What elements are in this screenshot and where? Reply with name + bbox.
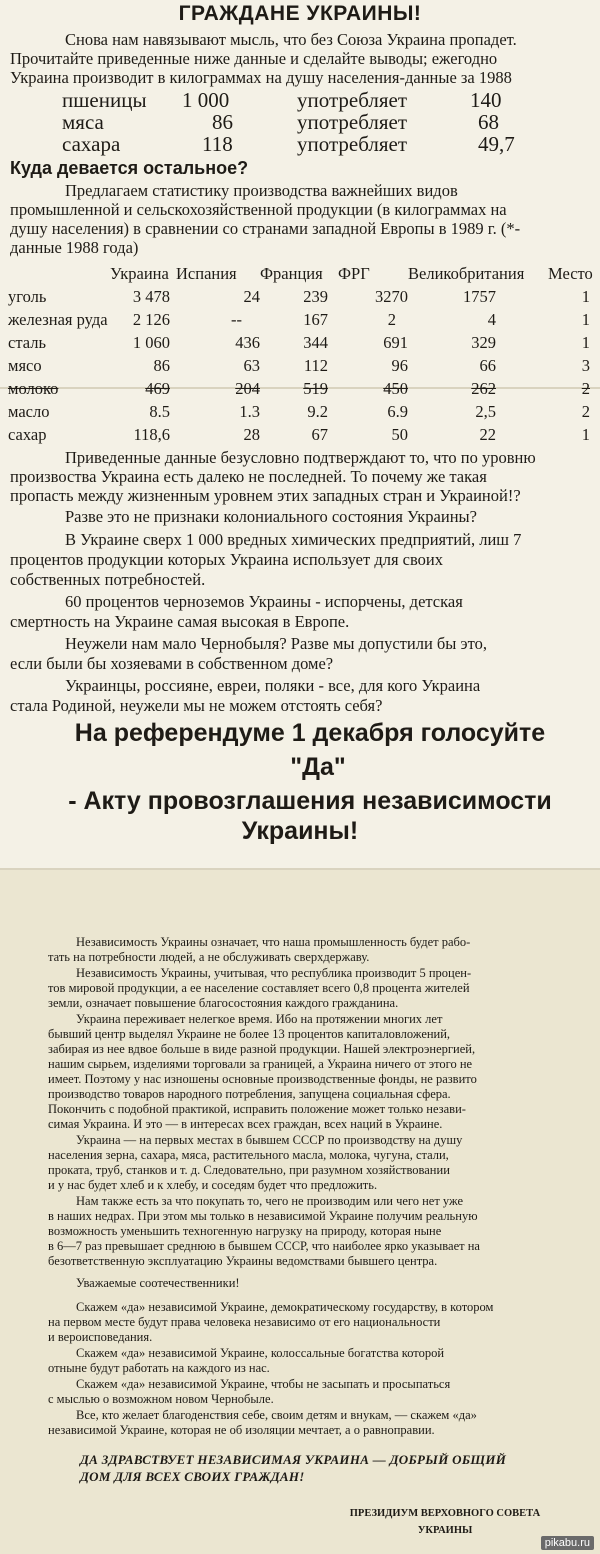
table-cell: 436 (235, 332, 260, 352)
leaflet-line: в 6—7 раз превышает среднюю в бывшем СССР, что наиболее ярко указывает на (48, 1239, 480, 1253)
table-row (8, 423, 596, 446)
leaflet-line: Покончить с подобной практикой, исправить положение может только незави- (48, 1102, 466, 1116)
leaflet-line: и вероисповедания. (48, 1330, 153, 1344)
leaflet-line: независимой Украине, которая не об изоляции мечтает, а о равноправии. (48, 1423, 435, 1437)
body-line: пропасть между жизненным уровнем этих западных стран и Украиной!? (10, 486, 521, 505)
intro-line: Украина производит в килограммах на душу населения-данные за 1988 (10, 68, 512, 87)
paper-fold-line (0, 868, 600, 870)
body-line: Разве это не признаки колониального состояния Украины? (65, 507, 477, 526)
leaflet-line: Скажем «да» независимой Украине, чтобы не засыпать и просыпаться (76, 1377, 451, 1391)
table-cell: 239 (303, 286, 328, 306)
table-header: ФРГ (338, 263, 370, 283)
table-cell: 262 (471, 378, 496, 398)
table-row (8, 377, 596, 400)
table-cell: 167 (303, 309, 328, 329)
body-line: В Украине сверх 1 000 вредных химических предприятий, лиш 7 (65, 530, 522, 549)
table-row (8, 331, 596, 354)
statistics-table (8, 262, 596, 446)
table-cell: 450 (383, 378, 408, 398)
table-header-row (8, 262, 596, 285)
table-cell: масло (8, 401, 50, 421)
table-cell: 469 (145, 378, 170, 398)
table-cell: 344 (303, 332, 328, 352)
leaflet-line: Скажем «да» независимой Украине, демократическому государству, в котором (76, 1300, 494, 1314)
leaflet-line: безответственную эксплуатацию Украины ведомствами бывшего центра. (48, 1254, 438, 1268)
table-cell: 96 (391, 355, 408, 375)
leaflet-line: и у нас будет хлеб и к хлебу, и соседям будет что предложить. (48, 1178, 378, 1192)
table-header: Украина (110, 263, 169, 283)
leaflet-line: тов мировой продукции, а ее население составляет всего 0,8 процента жителей (48, 981, 470, 995)
table-cell: 8.5 (149, 401, 170, 421)
table-cell: 86 (153, 355, 170, 375)
table-header (8, 262, 110, 285)
consumption-produced: 1 000 (182, 88, 230, 112)
table-header: Великобритания (408, 263, 525, 283)
table-row (8, 285, 596, 308)
table-cell: 2,5 (475, 401, 496, 421)
table-cell: 1 060 (132, 332, 170, 352)
referendum-act: - Акту провозглашения независимости (68, 787, 552, 815)
table-cell: 9.2 (307, 401, 328, 421)
leaflet-line: земли, означает повышение благосостояния каждого гражданина. (48, 996, 399, 1010)
body-line: смертность на Украине самая высокая в Европе. (10, 612, 350, 631)
body-line: произвоства Украина есть далеко не последней. То почему же такая (10, 467, 487, 486)
table-cell: 1 (581, 309, 590, 329)
table-cell: 1 (581, 424, 590, 444)
table-cell: 1 (581, 332, 590, 352)
table-cell: 50 (391, 424, 408, 444)
leaflet-line: бывший центр выделял Украине не более 13 процентов капиталовложений, (48, 1027, 451, 1041)
table-cell: 66 (479, 355, 496, 375)
body-line: Украинцы, россияне, евреи, поляки - все, для кого Украина (65, 676, 481, 695)
body-line: Неужели нам мало Чернобыля? Разве мы допустили бы это, (65, 634, 487, 653)
table-cell: 329 (471, 332, 496, 352)
table-cell: 1 (581, 286, 590, 306)
table-cell: молоко (8, 378, 59, 398)
table-cell: 22 (479, 424, 496, 444)
consumption-verb: употребляет (297, 110, 408, 134)
table-cell: 1.3 (239, 401, 260, 421)
referendum-heading: На референдуме 1 декабря голосуйте (74, 719, 546, 747)
table-cell: 2 126 (132, 309, 170, 329)
body-line: если были бы хозяевами в собственном доме? (10, 654, 334, 673)
watermark: pikabu.ru (541, 1536, 594, 1550)
leaflet-line: с мыслью о возможном новом Чернобыле. (48, 1392, 274, 1406)
leaflet-line: Скажем «да» независимой Украине, колоссальные богатства которой (76, 1346, 445, 1360)
signature-line: УКРАИНЫ (417, 1525, 473, 1536)
table-cell: уголь (8, 286, 47, 306)
intro-line: Прочитайте приведенные ниже данные и сделайте выводы; ежегодно (10, 49, 498, 68)
table-cell: 2 (581, 378, 590, 398)
slogan-line: ДОМ ДЛЯ ВСЕХ СВОИХ ГРАЖДАН! (80, 1469, 305, 1484)
table-header: Место (548, 263, 593, 283)
referendum-yes: "Да" (290, 753, 346, 781)
consumption-produced: 118 (202, 132, 233, 156)
table-cell: 3 478 (132, 286, 170, 306)
table-cell: 67 (311, 424, 328, 444)
leaflet-line: забирая из нее вдвое больше в виде разной продукции. Нашей электроэнергией, (48, 1042, 476, 1056)
table-cell: сахар (8, 424, 47, 444)
consumption-consumed: 140 (470, 88, 502, 112)
table-cell: 3270 (375, 286, 408, 306)
table-cell: 1757 (463, 286, 496, 306)
stats-intro-line: душу населения) в сравнении со странами западной Европы в 1989 г. (*- (10, 219, 521, 238)
table-header: Испания (176, 263, 237, 283)
consumption-verb: употребляет (297, 132, 408, 156)
consumption-item: мяса (62, 110, 104, 134)
leaflet-line: проката, труб, станков и т. д. Следовательно, при разумном хозяйствовании (48, 1163, 450, 1177)
consumption-consumed: 68 (478, 110, 499, 134)
table-cell: мясо (8, 355, 42, 375)
table-row (8, 354, 596, 377)
signature-line: ПРЕЗИДИУМ ВЕРХОВНОГО СОВЕТА (349, 1508, 541, 1519)
leaflet-line: Все, кто желает благоденствия себе, своим детям и внукам, — скажем «да» (76, 1408, 477, 1422)
consumption-item: пшеницы (62, 88, 147, 112)
leaflet-line: производство товаров народного потребления, запущена социальная сфера. (48, 1087, 451, 1101)
leaflet-line: на первом месте будут права человека независимо от его национальности (48, 1315, 441, 1329)
table-row (8, 308, 596, 331)
consumption-produced: 86 (212, 110, 233, 134)
table-cell: железная руда (8, 309, 108, 329)
stats-intro-line: промышленной и сельскохозяйственной продукции (в килограммах на (10, 200, 507, 219)
table-cell: 519 (303, 378, 328, 398)
body-line: собственных потребностей. (10, 570, 206, 589)
consumption-item: сахара (62, 132, 121, 156)
slogan-line: ДА ЗДРАВСТВУЕТ НЕЗАВИСИМАЯ УКРАИНА — ДОБРЫЙ ОБЩИЙ (80, 1452, 507, 1467)
body-line: 60 процентов черноземов Украины - испорчены, детская (65, 592, 463, 611)
table-cell: 28 (243, 424, 260, 444)
table-cell: 6.9 (387, 401, 408, 421)
leaflet-line: отныне будут работать на каждого из нас. (48, 1361, 270, 1375)
leaflet-line: населения зерна, сахара, мяса, растительного масла, молока, чугуна, стали, (48, 1148, 449, 1162)
table-cell: 204 (235, 378, 260, 398)
leaflet-line: в наших недрах. При этом мы только в независимой Украине получим реальную (48, 1209, 478, 1223)
leaflet-address: Уважаемые соотечественники! (76, 1276, 240, 1290)
section-heading: Куда девается остальное? (10, 158, 249, 178)
consumption-consumed: 49,7 (478, 132, 515, 156)
table-cell: 4 (487, 309, 496, 329)
body-line: процентов продукции которых Украина использует для своих (10, 550, 444, 569)
leaflet-line: Независимость Украины, учитывая, что республика производит 5 процен- (76, 966, 472, 980)
table-cell: 2 (581, 401, 590, 421)
leaflet-line: Нам также есть за что покупать то, чего не производим или чего нет уже (76, 1194, 464, 1208)
table-cell: 118,6 (133, 424, 170, 444)
leaflet-line: Украина переживает нелегкое время. Ибо на протяжении многих лет (76, 1012, 443, 1026)
table-header: Франция (260, 263, 323, 283)
stats-intro-line: данные 1988 года) (10, 238, 139, 257)
body-line: Приведенные данные безусловно подтверждают то, что по уровню (65, 448, 536, 467)
leaflet-line: Независимость Украины означает, что наша промышленность будет рабо- (76, 935, 471, 949)
leaflet-line: симая Украина. И это — в интересах всех граждан, всех наций в Украине. (48, 1117, 443, 1131)
leaflet-line: тать на потребности людей, а не обслуживать сверхдержаву. (48, 950, 370, 964)
leaflet-line: Украина — на первых местах в бывшем СССР по производству на душу (76, 1133, 463, 1147)
referendum-country: Украины! (241, 817, 359, 845)
table-cell: -- (231, 309, 242, 329)
table-cell: 112 (303, 355, 328, 375)
intro-line: Снова нам навязывают мысль, что без Союза Украина пропадет. (65, 30, 517, 49)
consumption-verb: употребляет (297, 88, 408, 112)
stats-intro-line: Предлагаем статистику производства важнейших видов (65, 181, 458, 200)
leaflet-line: возможность уменьшить техногенную нагрузку на природу, которая ныне (48, 1224, 442, 1238)
body-line: стала Родиной, неужели мы не можем отстоять себя? (10, 696, 383, 715)
leaflet-line: имеет. Поэтому у нас изношены основные производственные фонды, не развито (48, 1072, 477, 1086)
table-row (8, 400, 596, 423)
table-cell: 24 (243, 286, 260, 306)
table-cell: 2 (387, 309, 396, 329)
table-cell: 63 (243, 355, 260, 375)
table-cell: 3 (581, 355, 590, 375)
table-cell: 691 (383, 332, 408, 352)
table-cell: сталь (8, 332, 46, 352)
leaflet-line: нашим сырьем, изделиями торговали за границей, а Украина ничего от этого не (48, 1057, 473, 1071)
page-title: ГРАЖДАНЕ УКРАИНЫ! (178, 2, 422, 25)
